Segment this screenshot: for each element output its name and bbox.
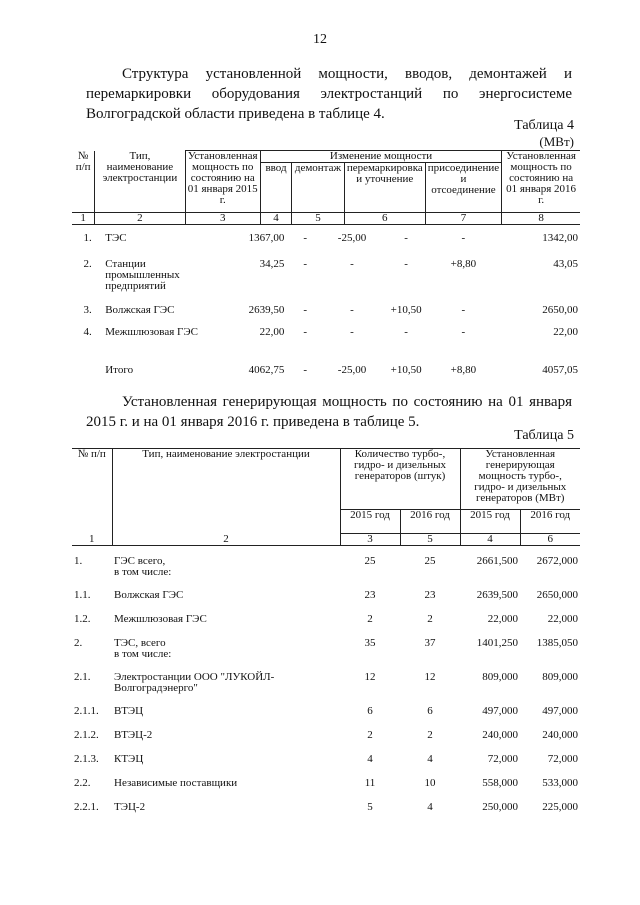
intro-paragraph-2: Установленная генерирующая мощность по состоянию на 01 января 2015 г. и на 01 января 2016 г. приведена в таблице 5.: [86, 394, 572, 430]
t5-c15: 35: [364, 637, 376, 649]
t4-h-vvod: ввод: [260, 163, 291, 213]
t4-p2016: 4057,05: [542, 364, 578, 376]
table-row: [72, 259, 580, 305]
t5-c16: 25: [424, 555, 436, 567]
t4-colnum: 1: [72, 213, 95, 225]
t5-name: ТЭС, всего в том числе:: [114, 637, 172, 660]
table-row: [72, 754, 580, 778]
t4-dem: -: [350, 326, 354, 338]
t5-c16: 2: [427, 613, 433, 625]
t5-p16: 240,000: [542, 729, 578, 741]
t5-no: 1.1.: [74, 589, 91, 601]
t5-colnum: 3: [340, 534, 400, 546]
t5-colnum: 1: [72, 534, 112, 546]
t4-name: Межшлюзовая ГЭС: [105, 326, 198, 338]
t5-c16: 4: [427, 801, 433, 813]
t4-no: 3.: [83, 304, 92, 316]
t5-colnum: 2: [112, 534, 340, 546]
t4-dem: -25,00: [337, 232, 367, 244]
t5-p15: 809,000: [482, 671, 518, 683]
t5-no: 2.1.1.: [74, 705, 99, 717]
t5-c16: 23: [424, 589, 436, 601]
t5-no: 2.2.: [74, 777, 91, 789]
t5-c16: 2: [427, 729, 433, 741]
table4-body: [72, 233, 580, 376]
t5-no: 2.2.1.: [74, 801, 99, 813]
t5-p16: 1385,050: [536, 637, 578, 649]
table4-unit: (МВт): [539, 134, 574, 149]
t4-name: ТЭС: [105, 232, 127, 244]
table-row: [72, 730, 580, 754]
t4-h-change: Изменение мощности: [260, 151, 501, 163]
t5-p16: 22,000: [547, 613, 578, 625]
t4-h-demontazh: демонтаж: [292, 163, 345, 213]
t5-p15: 497,000: [482, 705, 518, 717]
t5-c16: 6: [427, 705, 433, 717]
t5-p15: 22,000: [487, 613, 518, 625]
t5-no: 1.2.: [74, 613, 91, 625]
t5-name: Электростанции ООО "ЛУКОЙЛ-Волгоградэнерго": [114, 671, 275, 694]
t4-h-installed2016: Установленная мощность по состоянию на 01 января 2016 г.: [502, 151, 580, 213]
t4-colnum: 3: [185, 213, 260, 225]
t5-c15: 25: [364, 555, 376, 567]
t4-rem: +10,50: [390, 364, 422, 376]
t5-h-no: № п/п: [72, 449, 112, 534]
t5-p15: 72,000: [487, 753, 518, 765]
t4-name: Станции промышленных предприятий: [105, 258, 180, 292]
t5-c15: 4: [367, 753, 373, 765]
table-row: [72, 778, 580, 802]
t4-rem: -: [404, 326, 408, 338]
t4-no: [72, 365, 103, 376]
t4-dem: -25,00: [337, 364, 367, 376]
table5-caption: Таблица 5: [514, 428, 574, 443]
t4-vvod: -: [303, 326, 307, 338]
t5-p16: 497,000: [542, 705, 578, 717]
t5-c15: 23: [364, 589, 376, 601]
t4-name: Волжская ГЭС: [105, 304, 175, 316]
t4-h-installed2015: Установленная мощность по состоянию на 01 января 2015 г.: [185, 151, 260, 213]
t5-no: 1.: [74, 555, 83, 567]
t5-c16: 12: [424, 671, 436, 683]
t4-p2016: 43,05: [553, 258, 578, 270]
t5-name: КТЭЦ: [114, 753, 144, 765]
t4-vvod: -: [303, 304, 307, 316]
page-number: 12: [313, 32, 327, 47]
t4-p2015: 2639,50: [248, 304, 285, 316]
t5-name: ВТЭЦ-2: [114, 729, 153, 741]
t4-p2015: 4062,75: [248, 364, 285, 376]
t4-rem: -: [404, 232, 408, 244]
table5-header: [72, 448, 580, 546]
table-row: [72, 590, 580, 614]
t5-colnum: 5: [400, 534, 460, 546]
t4-colnum: 6: [344, 213, 425, 225]
t5-c15: 5: [367, 801, 373, 813]
t4-no: 4.: [83, 326, 92, 338]
t4-dem: -: [350, 304, 354, 316]
t5-name: ВТЭЦ: [114, 705, 144, 717]
table-row-total: [72, 365, 580, 376]
t5-p15: 2661,500: [476, 555, 518, 567]
t5-no: 2.1.: [74, 671, 91, 683]
t4-h-no: № п/п: [72, 151, 95, 213]
t5-h-count: Количество турбо-, гидро- и дизельных генераторов (штук): [340, 449, 460, 510]
t4-no: 2.: [83, 258, 92, 270]
table5-body: [72, 556, 580, 822]
t4-p2015: 1367,00: [248, 232, 285, 244]
intro-paragraph-1: Структура установленной мощности, вводов, демонтажей и перемаркировки оборудования электростанций по энергосистеме Волгоградской области приведена в таблице 4.: [86, 66, 572, 122]
t5-c16: 4: [427, 753, 433, 765]
t5-h-type: Тип, наименование электростанции: [112, 449, 340, 534]
t5-p15: 240,000: [482, 729, 518, 741]
t5-p16: 225,000: [542, 801, 578, 813]
t4-vvod: -: [303, 364, 307, 376]
t4-h-remark: перемаркировка и уточнение: [344, 163, 425, 213]
t4-colnum: 5: [292, 213, 345, 225]
t5-p15: 250,000: [482, 801, 518, 813]
t5-c15: 2: [367, 729, 373, 741]
t4-colnum: 4: [260, 213, 291, 225]
t5-h-power: Установленная генерирующая мощность турбо-, гидро- и дизельных генераторов (МВт): [474, 448, 567, 504]
t5-name: Волжская ГЭС: [114, 589, 184, 601]
table-row: [72, 305, 580, 327]
t5-c16: 37: [424, 637, 436, 649]
t4-p2015: 22,00: [259, 326, 285, 338]
t5-c15: 2: [367, 613, 373, 625]
table-row: [72, 672, 580, 706]
t5-p15: 558,000: [482, 777, 518, 789]
t4-h-type: Тип, наименование электростанции: [95, 151, 185, 213]
t5-colnum: 4: [460, 534, 520, 546]
t5-c16: 10: [424, 777, 436, 789]
t4-p2015: 34,25: [259, 258, 285, 270]
t5-p16: 2650,000: [536, 589, 578, 601]
t5-h-2016-power: 2016 год: [520, 510, 580, 534]
t4-con: -: [461, 232, 466, 244]
t5-colnum: 6: [547, 533, 553, 545]
t4-con: -: [461, 304, 466, 316]
t4-rem: +10,50: [390, 304, 422, 316]
t5-no: 2.: [74, 637, 83, 649]
table-row: [72, 614, 580, 638]
t4-p2016: 22,00: [553, 326, 578, 338]
t4-h-connect: присоединение и отсоединение: [425, 163, 501, 213]
t4-con: +8,80: [450, 258, 477, 270]
table-row: [72, 556, 580, 590]
t5-name: ГЭС всего, в том числе:: [114, 555, 172, 578]
t5-c15: 11: [364, 777, 376, 789]
t5-p16: 809,000: [542, 671, 578, 683]
t4-vvod: -: [303, 232, 307, 244]
t5-name: Независимые поставщики: [114, 777, 238, 789]
table-row: [72, 802, 580, 822]
table4-header: [72, 150, 580, 225]
t4-p2016: 2650,00: [542, 304, 578, 316]
table-row: [72, 638, 580, 672]
table-row: [72, 327, 580, 365]
t5-name: ТЭЦ-2: [114, 801, 146, 813]
t4-rem: -: [404, 258, 408, 270]
t4-vvod: -: [303, 258, 307, 270]
t4-colnum: 2: [95, 213, 185, 225]
table4-caption: Таблица 4: [514, 118, 574, 133]
t5-c15: 12: [364, 671, 376, 683]
t4-no: 1.: [83, 232, 92, 244]
t5-no: 2.1.2.: [74, 729, 99, 741]
t4-dem: -: [350, 258, 354, 270]
t5-p15: 1401,250: [476, 637, 518, 649]
t5-no: 2.1.3.: [74, 753, 99, 765]
table-row: [72, 706, 580, 730]
t5-h-2015: 2015 год: [340, 510, 400, 534]
t4-p2016: 1342,00: [542, 232, 578, 244]
t4-colnum: 7: [425, 213, 501, 225]
t5-p16: 2672,000: [536, 555, 578, 567]
t4-con: -: [461, 326, 466, 338]
t5-name: Межшлюзовая ГЭС: [114, 613, 207, 625]
t5-p15: 2639,500: [476, 589, 518, 601]
t5-p16: 533,000: [542, 777, 578, 789]
t5-c15: 6: [367, 705, 373, 717]
t4-con: +8,80: [450, 364, 477, 376]
t5-h-2015-power: 2015 год: [460, 510, 520, 534]
table-row: [72, 233, 580, 259]
t4-name: Итого: [105, 364, 134, 376]
t5-p16: 72,000: [547, 753, 578, 765]
t5-h-2016: 2016 год: [400, 510, 460, 534]
t4-colnum: 8: [538, 212, 544, 224]
